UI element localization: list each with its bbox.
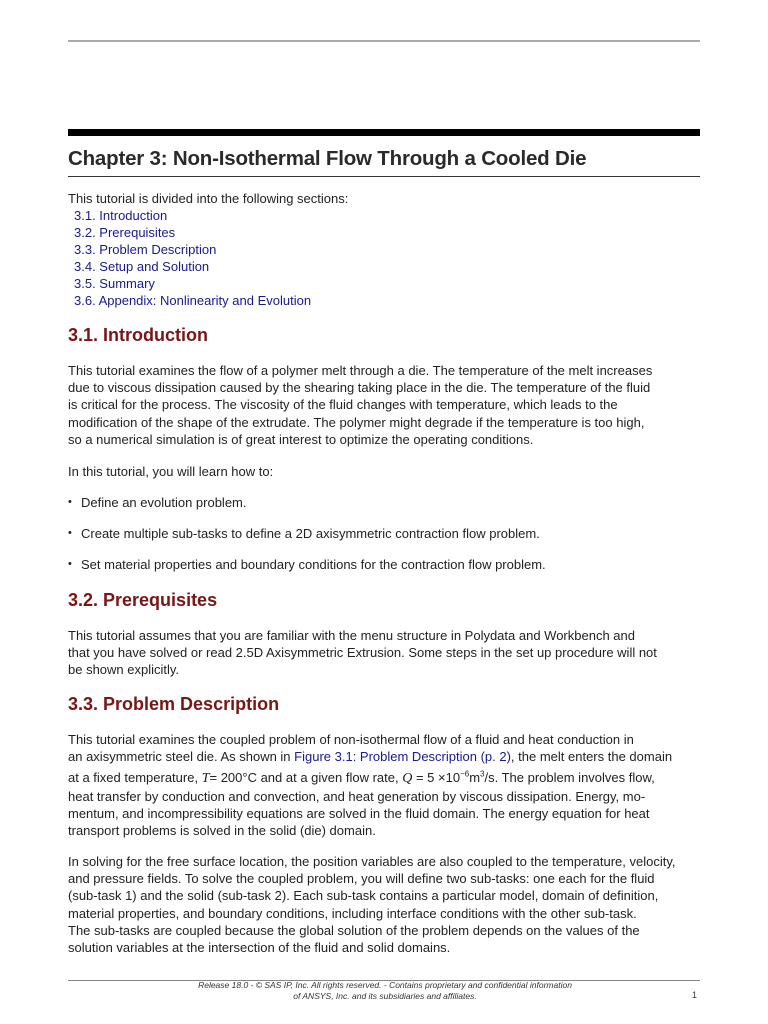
text-line: This tutorial examines the flow of a polymer melt through a die. The temperature of the melt increases <box>68 363 653 378</box>
list-item <box>68 525 546 542</box>
text-fragment: m <box>469 770 481 786</box>
toc-link-appendix[interactable]: 3.6. Appendix: Nonlinearity and Evolution <box>74 293 312 308</box>
section-heading-prerequisites: 3.2. Prerequisites <box>68 590 218 610</box>
toc-link-prerequisites[interactable]: 3.2. Prerequisites <box>74 225 176 240</box>
toc-intro: This tutorial is divided into the following sections: <box>68 191 349 206</box>
exponent: 3 <box>480 770 485 780</box>
toc-link-summary[interactable]: 3.5. Summary <box>74 276 155 291</box>
text-line: due to viscous dissipation caused by the shearing taking place in the die. The temperature of the fluid <box>68 380 651 396</box>
list-item <box>68 494 546 511</box>
learn-intro: In this tutorial, you will learn how to: <box>68 464 274 479</box>
prerequisites-paragraph <box>68 627 708 679</box>
text-fragment: = 200°C and at a given flow rate, <box>209 770 403 786</box>
footer-line: of ANSYS, Inc. and its subsidiaries and affiliates. <box>293 991 477 1001</box>
exponent: −6 <box>460 770 470 780</box>
text-line: The sub-tasks are coupled because the global solution of the problem depends on the values of the <box>68 922 640 938</box>
text-line: transport problems is solved in the solid (die) domain. <box>68 823 376 839</box>
formula-line <box>68 769 655 787</box>
section-heading-introduction: 3.1. Introduction <box>68 325 209 345</box>
text-line: is critical for the process. The viscosity of the fluid changes with temperature, which leads to the <box>68 397 618 413</box>
text-line: mentum, and incompressibility equations are solved in the fluid domain. The energy equation for heat <box>68 805 650 821</box>
bullet-text: Define an evolution problem. <box>81 495 247 510</box>
variable-temperature: T <box>201 771 210 787</box>
chapter-title: Chapter 3: Non-Isothermal Flow Through a Cooled Die <box>68 147 587 170</box>
header-rule <box>68 40 700 42</box>
text-line: material properties, and boundary conditions, including interface conditions with the other sub-task. <box>68 905 637 921</box>
introduction-paragraph <box>68 362 708 448</box>
text-line: This tutorial assumes that you are familiar with the menu structure in Polydata and Workbench and <box>68 628 635 643</box>
text-line: heat transfer by conduction and convection, and heat generation by viscous dissipation. Energy, mo- <box>68 788 646 804</box>
text-line: (sub-task 1) and the solid (sub-task 2). Each sub-task contains a particular model, domain of definition, <box>68 888 659 904</box>
problem-description-paragraph-1 <box>68 731 708 839</box>
bullet-icon: • <box>68 527 72 539</box>
text-line: This tutorial examines the coupled problem of non-isothermal flow of a fluid and heat conduction in <box>68 732 634 747</box>
text-line: solution variables at the intersection of the fluid and solid domains. <box>68 940 451 956</box>
footer-line: Release 18.0 - © SAS IP, Inc. All rights reserved. - Contains proprietary and confidential information <box>198 980 572 990</box>
section-heading-problem-description: 3.3. Problem Description <box>68 694 280 714</box>
chapter-bar <box>68 129 700 136</box>
text-line: and pressure fields. To solve the coupled problem, you will define two sub-tasks: one each for the fluid <box>68 871 655 887</box>
footer-copyright <box>150 980 620 1002</box>
text-fragment: /s. The problem involves flow, <box>484 770 655 786</box>
bullet-text: Set material properties and boundary conditions for the contraction flow problem. <box>81 557 546 572</box>
toc-link-introduction[interactable]: 3.1. Introduction <box>74 208 168 223</box>
toc-link-setup-and-solution[interactable]: 3.4. Setup and Solution <box>74 259 210 274</box>
problem-description-paragraph-2 <box>68 853 708 956</box>
text-line: modification of the shape of the extrudate. The polymer might degrade if the temperature is too high, <box>68 414 645 430</box>
bullet-text: Create multiple sub-tasks to define a 2D axisymmetric contraction flow problem. <box>81 526 540 541</box>
list-item <box>68 556 546 573</box>
text-fragment: an axisymmetric steel die. As shown in <box>68 749 295 765</box>
page-number: 1 <box>692 990 698 1000</box>
text-line: be shown explicitly. <box>68 662 180 678</box>
text-fragment: = 5 ×10 <box>412 770 461 786</box>
learn-bullet-list <box>68 494 546 573</box>
bullet-icon: • <box>68 496 72 508</box>
text-fragment: , the melt enters the domain <box>510 749 673 765</box>
text-line: In solving for the free surface location, the position variables are also coupled to the temperature, velocity, <box>68 854 676 869</box>
text-line: so a numerical simulation is of great interest to optimize the operating conditions. <box>68 431 534 447</box>
chapter-rule <box>68 176 700 177</box>
figure-link[interactable]: Figure 3.1: Problem Description (p. 2) <box>294 749 511 765</box>
section-toc <box>74 207 311 309</box>
text-line: that you have solved or read 2.5D Axisymmetric Extrusion. Some steps in the set up procedure will not <box>68 645 657 661</box>
text-fragment: at a fixed temperature, <box>68 770 202 786</box>
bullet-icon: • <box>68 558 72 570</box>
toc-link-problem-description[interactable]: 3.3. Problem Description <box>74 242 217 257</box>
variable-flow-rate: Q <box>402 771 413 787</box>
